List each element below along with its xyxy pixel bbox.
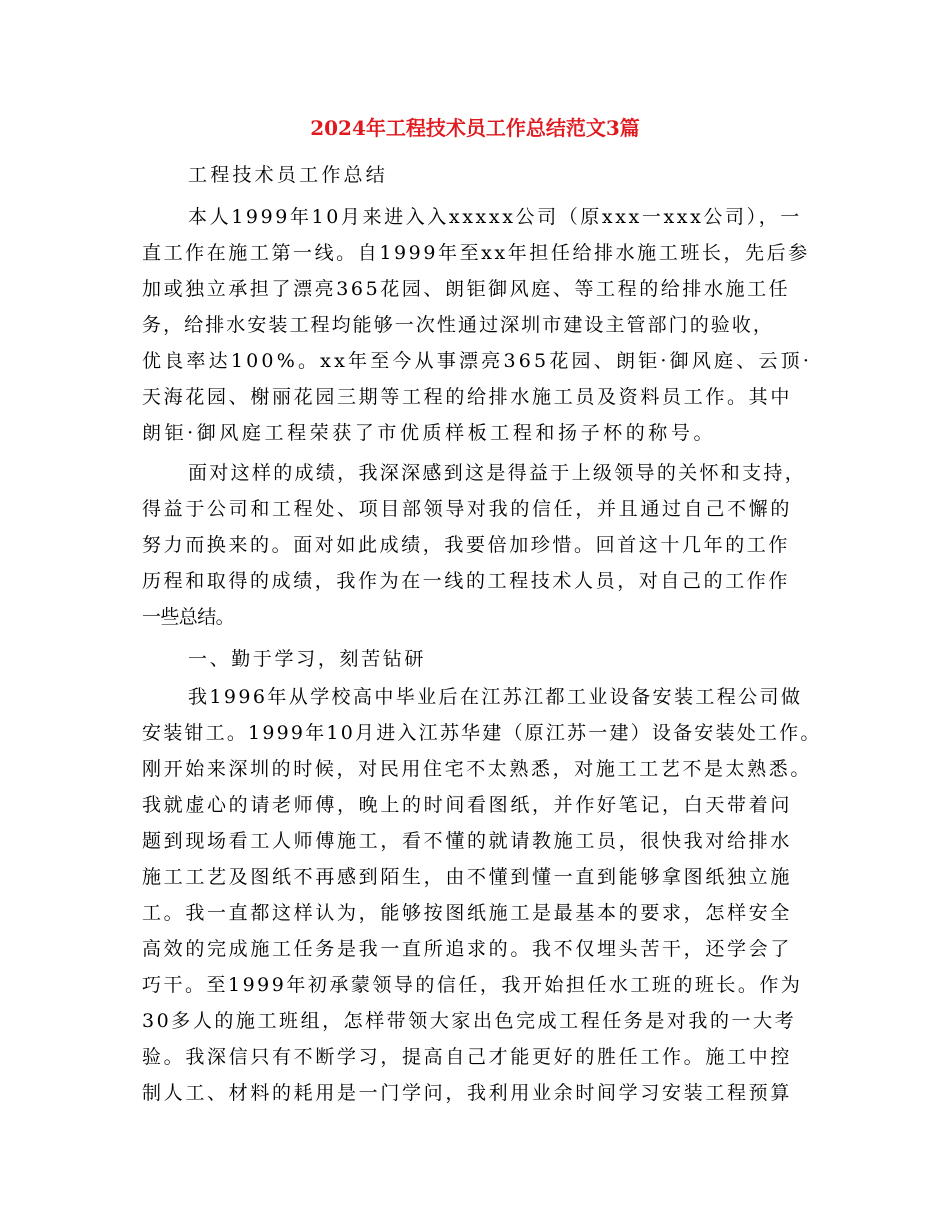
paragraph-line: 题到现场看工人师傅施工，看不懂的就请教施工员，很快我对给排水 [142, 830, 793, 852]
paragraph-line: 验。我深信只有不断学习，提高自己才能更好的胜任工作。施工中控 [142, 1046, 793, 1068]
paragraph-line: 工。我一直都这样认为，能够按图纸施工是最基本的要求，怎样安全 [142, 902, 793, 924]
paragraph-line: 天海花园、榭丽花园三期等工程的给排水施工员及资料员工作。其中 [142, 386, 793, 408]
paragraph-line: 制人工、材料的耗用是一门学问，我利用业余时间学习安装工程预算 [142, 1082, 793, 1104]
paragraph-line: 面对这样的成绩，我深深感到这是得益于上级领导的关怀和支持， [188, 462, 807, 484]
paragraph-line: 直工作在施工第一线。自1999年至xx年担任给排水施工班长，先后参 [142, 242, 810, 264]
paragraph-line: 本人1999年10月来进入入xxxxx公司（原xxx一xxx公司），一 [188, 206, 802, 228]
paragraph-line: 高效的完成施工任务是我一直所追求的。我不仅埋头苦干，还学会了 [142, 938, 793, 960]
paragraph-line: 得益于公司和工程处、项目部领导对我的信任，并且通过自己不懈的 [142, 498, 793, 520]
section-heading: 一、勤于学习，刻苦钻研 [188, 648, 427, 670]
paragraph-line: 一些总结。 [142, 606, 235, 628]
paragraph-line: 我就虚心的请老师傅，晚上的时间看图纸，并作好笔记，白天带着问 [142, 794, 793, 816]
section-heading: 工程技术员工作总结 [188, 164, 389, 186]
paragraph-line: 刚开始来深圳的时候，对民用住宅不太熟悉，对施工工艺不是太熟悉。 [142, 758, 813, 780]
paragraph-line: 安装钳工。1999年10月进入江苏华建（原江苏一建）设备安装处工作。 [142, 722, 822, 744]
paragraph-line: 巧干。至1999年初承蒙领导的信任，我开始担任水工班的班长。作为 [142, 974, 803, 996]
paragraph-line: 我1996年从学校高中毕业后在江苏江都工业设备安装工程公司做 [188, 686, 803, 708]
paragraph-line: 施工工艺及图纸不再感到陌生，由不懂到懂一直到能够拿图纸独立施 [142, 866, 793, 888]
document-title: 2024年工程技术员工作总结范文3篇 [310, 116, 640, 140]
paragraph-line: 朗钜·御风庭工程荣获了市优质样板工程和扬子杯的称号。 [142, 422, 717, 444]
paragraph-line: 30多人的施工班组，怎样带领大家出色完成工程任务是对我的一大考 [142, 1010, 797, 1032]
paragraph-line: 加或独立承担了漂亮365花园、朗钜御风庭、等工程的给排水施工任 [142, 278, 791, 300]
paragraph-line: 努力而换来的。面对如此成绩，我要倍加珍惜。回首这十几年的工作 [142, 534, 791, 556]
paragraph-line: 务，给排水安装工程均能够一次性通过深圳市建设主管部门的验收， [142, 314, 775, 336]
paragraph-line: 历程和取得的成绩，我作为在一线的工程技术人员，对自己的工作作 [142, 570, 791, 592]
paragraph-line: 优良率达100%。xx年至今从事漂亮365花园、朗钜·御风庭、云顶· [142, 350, 813, 372]
